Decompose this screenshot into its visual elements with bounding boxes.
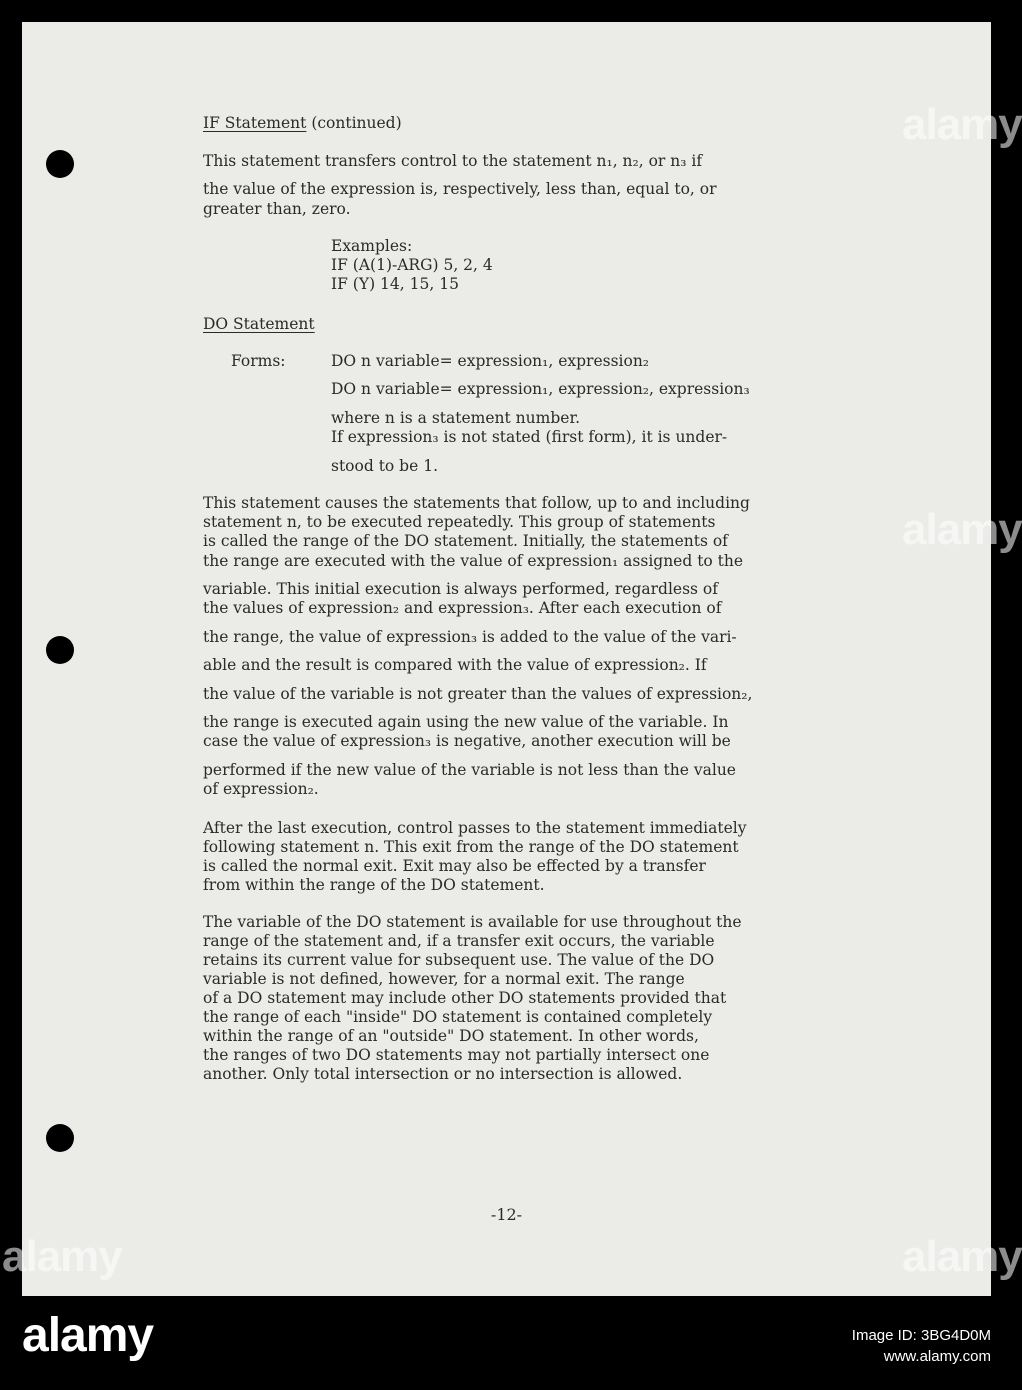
form-line: where n is a statement number.: [331, 409, 581, 427]
paragraph-line: the range, the value of expression₃ is added to the value of the vari-: [203, 628, 737, 646]
paragraph-line: case the value of expression₃ is negative, another execution will be: [203, 732, 731, 750]
watermark: alamy: [902, 100, 1022, 149]
paragraph-line: the value of the variable is not greater than the values of expression₂,: [203, 685, 753, 703]
paragraph-line: the values of expression₂ and expression₃. After each execution of: [203, 599, 722, 617]
punch-hole-top: [46, 150, 74, 178]
examples-label: Examples:: [331, 237, 413, 255]
paragraph-line: the range of each "inside" DO statement is contained completely: [203, 1008, 713, 1026]
paragraph-line: another. Only total intersection or no intersection is allowed.: [203, 1065, 683, 1083]
paragraph-line: of expression₂.: [203, 780, 319, 798]
if-paragraph-line: greater than, zero.: [203, 200, 351, 218]
paragraph-line: the ranges of two DO statements may not partially intersect one: [203, 1046, 710, 1064]
form-line: If expression₃ is not stated (first form), it is under-: [331, 428, 728, 446]
paragraph-line: The variable of the DO statement is available for use throughout the: [203, 913, 742, 931]
form-line: DO n variable= expression₁, expression₂: [331, 352, 650, 370]
heading-do-statement: DO Statement: [203, 315, 315, 333]
page-number: -12-: [490, 1205, 523, 1224]
paragraph-line: variable is not defined, however, for a normal exit. The range: [203, 970, 685, 988]
paragraph-line: the range is executed again using the new value of the variable. In: [203, 713, 729, 731]
site-url: www.alamy.com: [883, 1348, 991, 1365]
paragraph-line: performed if the new value of the variable is not less than the value: [203, 761, 736, 779]
example-line: IF (Y) 14, 15, 15: [331, 275, 459, 293]
paragraph-line: After the last execution, control passes to the statement immediately: [203, 819, 747, 837]
document-page: [2, 22, 1022, 1296]
example-line: IF (A(1)-ARG) 5, 2, 4: [331, 256, 493, 274]
paragraph-line: variable. This initial execution is always performed, regardless of: [203, 580, 718, 598]
footer-info: [852, 1325, 991, 1367]
watermark: alamy: [902, 505, 1022, 554]
punch-hole-middle: [46, 636, 74, 664]
punch-hole-bottom: [46, 1124, 74, 1152]
form-line: stood to be 1.: [331, 457, 438, 475]
heading-if-statement: IF Statement (continued): [203, 114, 402, 132]
paragraph-line: within the range of an "outside" DO statement. In other words,: [203, 1027, 699, 1045]
paragraph-line: able and the result is compared with the value of expression₂. If: [203, 656, 707, 674]
paragraph-line: This statement causes the statements that follow, up to and including: [203, 494, 750, 512]
paragraph-line: of a DO statement may include other DO statements provided that: [203, 989, 727, 1007]
if-paragraph-line: This statement transfers control to the statement n₁, n₂, or n₃ if: [203, 152, 703, 170]
paragraph-line: is called the range of the DO statement. Initially, the statements of: [203, 532, 728, 550]
alamy-logo: alamy: [22, 1309, 154, 1362]
forms-label: Forms:: [231, 352, 286, 370]
paragraph-line: statement n, to be executed repeatedly. This group of statements: [203, 513, 716, 531]
watermark: alamy: [902, 1232, 1022, 1281]
image-id: Image ID: 3BG4D0M: [851, 1327, 991, 1344]
paragraph-line: the range are executed with the value of expression₁ assigned to the: [203, 552, 744, 570]
paragraph-line: following statement n. This exit from the range of the DO statement: [203, 838, 739, 856]
watermark: alamy: [2, 1232, 122, 1281]
paragraph-line: range of the statement and, if a transfer exit occurs, the variable: [203, 932, 715, 950]
if-paragraph-line: the value of the expression is, respectively, less than, equal to, or: [203, 180, 717, 198]
paragraph-line: is called the normal exit. Exit may also be effected by a transfer: [203, 857, 706, 875]
paragraph-line: from within the range of the DO statement.: [203, 876, 545, 894]
form-line: DO n variable= expression₁, expression₂, expression₃: [331, 380, 750, 398]
paragraph-line: retains its current value for subsequent use. The value of the DO: [203, 951, 715, 969]
